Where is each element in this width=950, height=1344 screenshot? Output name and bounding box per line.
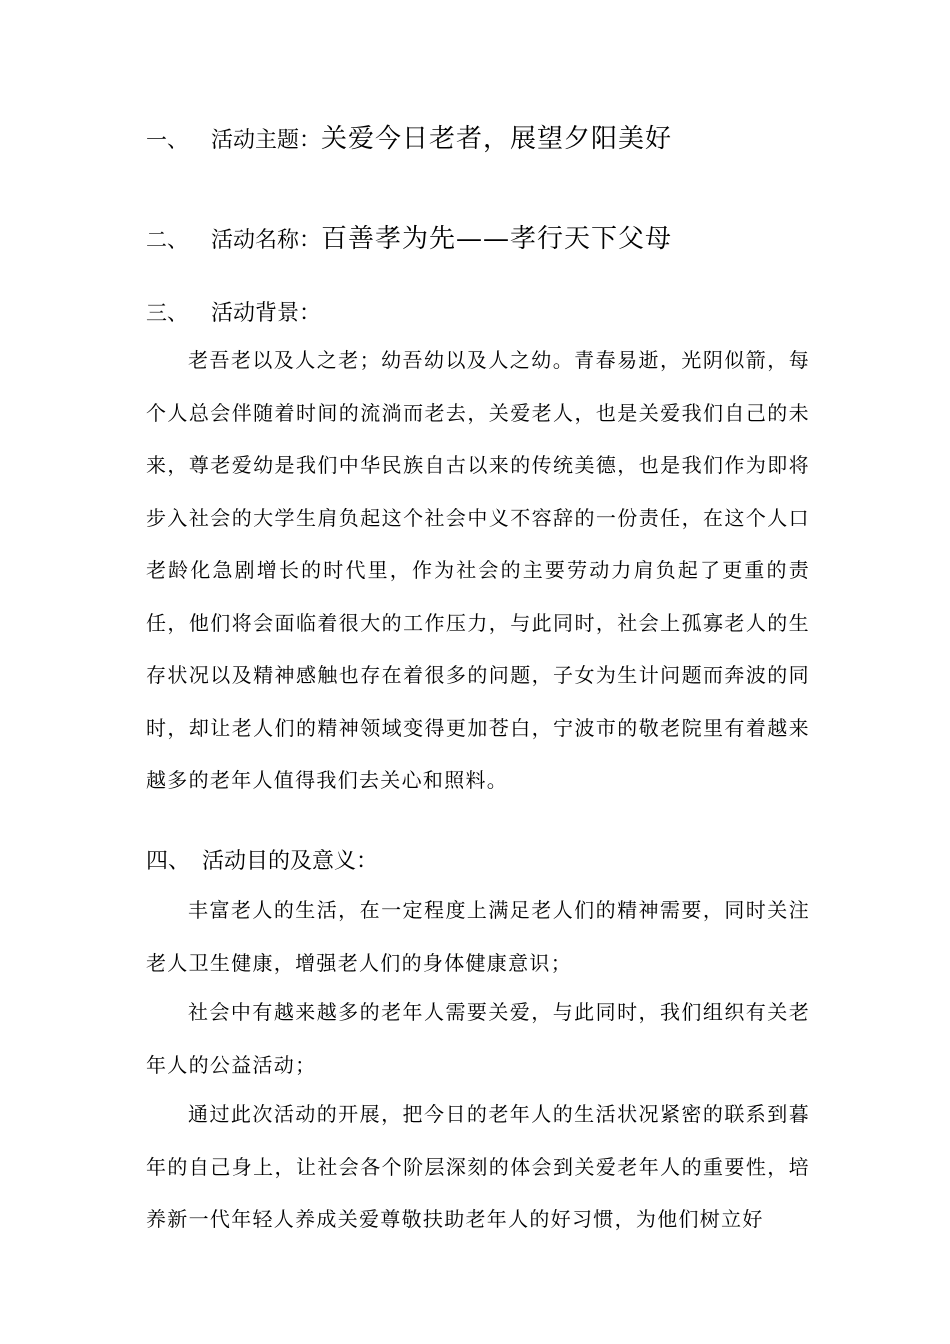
activity-name: 百善孝为先——孝行天下父母 <box>321 224 673 254</box>
section-number: 三、 <box>146 301 188 325</box>
section-3-heading <box>146 296 321 327</box>
section-number: 四、 <box>146 849 191 874</box>
section-2-heading <box>146 218 672 255</box>
purpose-paragraph: 丰富老人的生活，在一定程度上满足老人们的精神需要，同时关注老人卫生健康，增强老人们的身体健康意识； <box>146 898 810 975</box>
section-label: 活动名称： <box>211 228 322 253</box>
section-number: 二、 <box>146 228 188 252</box>
section-4-heading <box>146 844 378 875</box>
background-paragraph: 老吾老以及人之老；幼吾幼以及人之幼。青春易逝，光阴似箭，每个人总会伴随着时间的流淌而老去，关爱老人，也是关爱我们自己的未来，尊老爱幼是我们中华民族自古以来的传统美德，也是我们作为即将步入社会的大学生肩负起这个社会中义不容辞的一份责任，在这个人口老龄化急剧增长的时代里，作为社会的主要劳动力肩负起了更重的责任，他们将会面临着很大的工作压力，与此同时，社会上孤寡老人的生存状况以及精神感触也存在着很多的问题，子女为生计问题而奔波的同时，却让老人们的精神领域变得更加苍白，宁波市的敬老院里有着越来越多的老年人值得我们去关心和照料。 <box>146 348 810 792</box>
activity-theme: 关爱今日老者，展望夕阳美好 <box>321 124 673 154</box>
purpose-paragraph: 通过此次活动的开展，把今日的老年人的生活状况紧密的联系到暮年的自己身上，让社会各个阶层深刻的体会到关爱老年人的重要性，培养新一代年轻人养成关爱尊敬扶助老年人的好习惯，为他们树立好 <box>146 1102 810 1231</box>
purpose-paragraph: 社会中有越来越多的老年人需要关爱，与此同时，我们组织有关老年人的公益活动； <box>146 1000 810 1077</box>
section-label: 活动背景： <box>211 301 322 326</box>
section-number: 一、 <box>146 128 188 152</box>
section-label: 活动主题： <box>211 128 322 153</box>
section-label: 活动目的及意义： <box>202 849 379 874</box>
section-1-heading <box>146 118 672 155</box>
